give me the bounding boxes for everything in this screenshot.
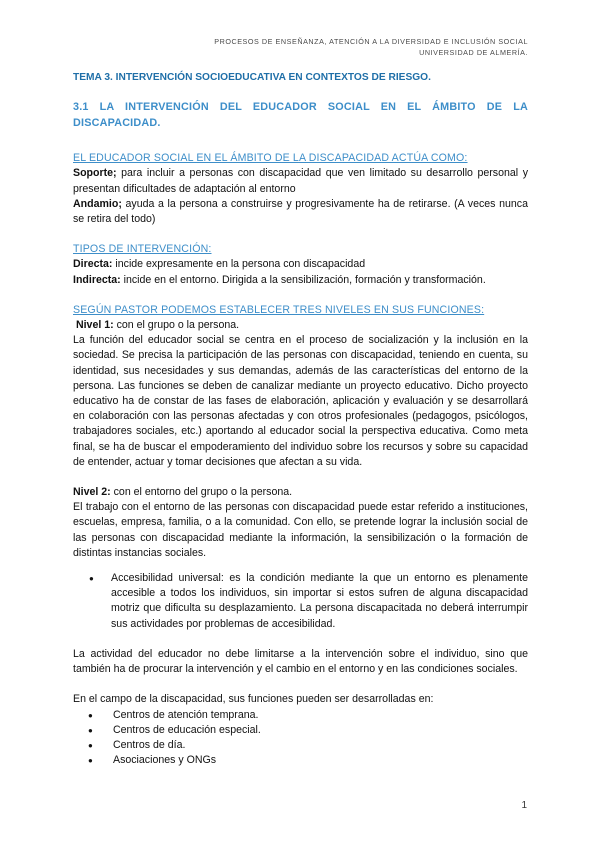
page-content xyxy=(73,70,528,768)
list-item: ● Centros de educación especial. xyxy=(73,723,528,738)
spacer xyxy=(73,470,528,485)
indirecta-term: Indirecta: xyxy=(73,273,121,286)
list-item: ● Centros de atención temprana. xyxy=(73,708,528,723)
nivel2-term: Nivel 2: xyxy=(73,486,111,499)
indirecta-text: incide en el entorno. Dirigida a la sensibilización, formación y transformación. xyxy=(120,273,486,286)
directa-term: Directa: xyxy=(73,258,113,271)
page-number: 1 xyxy=(521,800,527,811)
indirecta-paragraph xyxy=(73,273,528,288)
actividad-paragraph: La actividad del educador no debe limitarse a la intervención sobre el individuo, sino que también ha de procurar la intervención y el cambio en el entorno y en las condiciones sociales. xyxy=(73,647,528,676)
tema-title: TEMA 3. INTERVENCIÓN SOCIOEDUCATIVA EN CONTEXTOS DE RIESGO. xyxy=(73,72,431,83)
spacer xyxy=(73,561,528,571)
nivel2-text: con el entorno del grupo o la persona. xyxy=(110,486,293,499)
campo-list xyxy=(73,708,528,769)
directa-text: incide expresamente en la persona con discapacidad xyxy=(112,258,366,271)
spacer xyxy=(73,632,528,647)
nivel1-term: Nivel 1: xyxy=(75,319,114,332)
andamio-paragraph xyxy=(73,197,528,227)
andamio-term: Andamio; xyxy=(73,197,122,210)
running-header xyxy=(68,37,528,58)
nivel2-body: El trabajo con el entorno de las personas con discapacidad puede estar referido a instituciones, escuelas, empresa, familia, o a la comunidad. Con ello, se pretende lograr la inclusión social de las personas con discapacidad mediante la información, la sensibilización o la formación de distintas instancias sociales. xyxy=(73,501,528,559)
soporte-term: Soporte; xyxy=(73,167,117,180)
list-item: ● Accesibilidad universal: es la condición mediante la que un entorno es plenamente accesible a todos los individuos, sin importar si estos sufren de alguna discapacidad motriz que dificulta su desplazamiento. La persona discapacitada no deberá interrumpir sus actividades por problemas de accesibilidad. xyxy=(73,571,528,632)
spacer xyxy=(73,227,528,242)
section-title: 3.1 LA INTERVENCIÓN DEL EDUCADOR SOCIAL EN EL ÁMBITO DE LA DISCAPACIDAD. xyxy=(73,101,528,129)
subheading-actua-como: EL EDUCADOR SOCIAL EN EL ÁMBITO DE LA DISCAPACIDAD ACTÚA COMO: xyxy=(73,152,468,165)
nivel1-body: La función del educador social se centra en el proceso de socialización y la inclusión en la sociedad. Se precisa la participación de las personas con discapacidad, teniendo en cuenta, su identidad, sus necesidades y sus demandas, además de las características del entorno de la persona. Las funciones se deben de canalizar mediante un proyecto educativo. Dicho proyecto educativo ha de constar de las fases de elaboración, aplicación y evaluación y se desarrollará en colaboración con las personas afectadas y con otros profesionales (pedagogos, psicólogos, trabajadores sociales, etc.) aportando al educador social la perspectiva educativa. Como meta final, se ha de buscar el empoderamiento del individuo sobre los recursos y sobre su capacidad de entender, actuar y tomar decisiones que afectan a su vida. xyxy=(73,334,528,468)
campo-intro: En el campo de la discapacidad, sus funciones pueden ser desarrolladas en: xyxy=(73,693,434,706)
nivel1-paragraph xyxy=(73,318,528,333)
andamio-text: ayuda a la persona a construirse y progresivamente ha de retirarse. (A veces nunca se retira del todo) xyxy=(73,197,528,226)
list-item: ● Asociaciones y ONGs xyxy=(73,753,528,768)
directa-paragraph xyxy=(73,257,528,272)
subheading-tipos: TIPOS DE INTERVENCIÓN: xyxy=(73,243,212,256)
nivel1-text: con el grupo o la persona. xyxy=(113,319,240,332)
list-item: ● Centros de día. xyxy=(73,738,528,753)
nivel2-paragraph xyxy=(73,485,528,500)
subheading-niveles: SEGÚN PASTOR PODEMOS ESTABLECER TRES NIVELES EN SUS FUNCIONES: xyxy=(73,303,485,316)
header-university: UNIVERSIDAD DE ALMERÍA. xyxy=(419,47,528,57)
soporte-paragraph xyxy=(73,166,528,196)
soporte-text: para incluir a personas con discapacidad que ven limitado su desarrollo personal y presentan dificultades de adaptación al entorno xyxy=(73,167,528,195)
spacer xyxy=(73,288,528,303)
spacer xyxy=(73,677,528,692)
header-course: PROCESOS DE ENSEÑANZA, ATENCIÓN A LA DIVERSIDAD E INCLUSIÓN SOCIAL xyxy=(214,37,528,46)
accesibilidad-list xyxy=(73,571,528,632)
